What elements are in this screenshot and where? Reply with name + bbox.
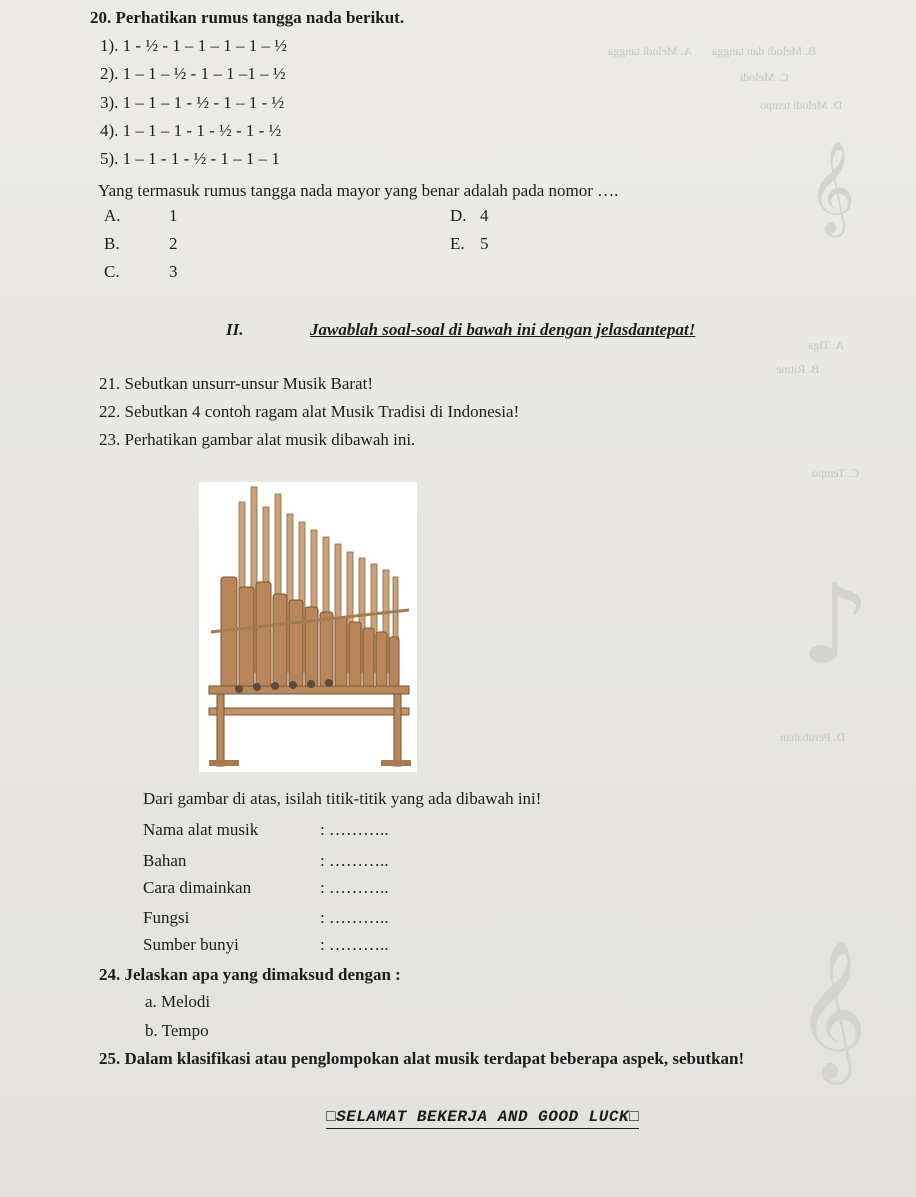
question-24-item-b: b. Tempo bbox=[145, 1021, 209, 1040]
bleed-through-text: D. Perubahan bbox=[780, 730, 846, 744]
treble-clef-icon: 𝄞 bbox=[808, 140, 856, 233]
field-label-bahan: Bahan bbox=[143, 851, 187, 870]
scale-formula-1: 1). 1 - ½ - 1 – 1 – 1 – 1 – ½ bbox=[100, 36, 287, 55]
question-23-instruction: Dari gambar di atas, isilah titik-titik yang ada dibawah ini! bbox=[143, 789, 542, 808]
bleed-through-text: A. Tiga bbox=[808, 338, 845, 352]
field-label-sumber: Sumber bunyi bbox=[143, 935, 239, 954]
bleed-through-text: D. Melodi tempo bbox=[760, 98, 843, 112]
section-title: Jawablah soal-soal di bawah ini dengan jelasdantepat! bbox=[310, 320, 696, 339]
question-24-item-a: a. Melodi bbox=[145, 992, 211, 1011]
field-label-cara: Cara dimainkan bbox=[143, 878, 252, 897]
closing-message bbox=[326, 1107, 639, 1129]
question-20-prompt: Yang termasuk rumus tangga nada mayor yang benar adalah pada nomor …. bbox=[98, 181, 619, 200]
question-24: 24. Jelaskan apa yang dimaksud dengan : bbox=[99, 965, 401, 984]
closing-mark-right: □ bbox=[629, 1108, 640, 1126]
question-25: 25. Dalam klasifikasi atau penglompokan alat musik terdapat beberapa aspek, sebutkan! bbox=[99, 1049, 745, 1068]
option-c-value: 3 bbox=[169, 262, 178, 281]
option-e-letter: E. bbox=[450, 234, 465, 253]
field-blank-nama-alat[interactable]: : ……….. bbox=[320, 820, 389, 839]
question-21: 21. Sebutkan unsurr-unsur Musik Barat! bbox=[99, 374, 373, 393]
option-e-value: 5 bbox=[480, 234, 489, 253]
question-23: 23. Perhatikan gambar alat musik dibawah ini. bbox=[99, 430, 416, 449]
question-22: 22. Sebutkan 4 contoh ragam alat Musik Tradisi di Indonesia! bbox=[99, 402, 520, 421]
angklung-image bbox=[199, 482, 417, 772]
field-blank-sumber[interactable]: : ……….. bbox=[320, 935, 389, 954]
field-label-fungsi: Fungsi bbox=[143, 908, 190, 927]
option-b-letter: B. bbox=[104, 234, 120, 253]
section-number: II. bbox=[226, 320, 244, 339]
option-a-value: 1 bbox=[169, 206, 178, 225]
closing-mark-left: □ bbox=[326, 1108, 337, 1126]
scale-formula-3: 3). 1 – 1 – 1 - ½ - 1 – 1 - ½ bbox=[100, 93, 285, 112]
field-blank-cara[interactable]: : ……….. bbox=[320, 878, 389, 897]
scale-formula-4: 4). 1 – 1 – 1 - 1 - ½ - 1 - ½ bbox=[100, 121, 282, 140]
closing-text: SELAMAT BEKERJA AND GOOD LUCK bbox=[336, 1108, 630, 1126]
option-c-letter: C. bbox=[104, 262, 120, 281]
bleed-through-text: C. Melodi bbox=[740, 70, 789, 84]
scale-formula-5: 5). 1 – 1 - 1 - ½ - 1 – 1 – 1 bbox=[100, 149, 280, 168]
question-20: 20. Perhatikan rumus tangga nada berikut. bbox=[90, 8, 405, 27]
bleed-through-text: A. Melodi tangga bbox=[608, 44, 693, 58]
option-b-value: 2 bbox=[169, 234, 178, 253]
bleed-through-text: B. Ritme bbox=[776, 362, 820, 376]
option-a-letter: A. bbox=[104, 206, 121, 225]
music-note-icon: ♪ bbox=[800, 560, 871, 688]
option-d-value: 4 bbox=[480, 206, 489, 225]
scale-formula-2: 2). 1 – 1 – ½ - 1 – 1 –1 – ½ bbox=[100, 64, 286, 83]
field-blank-bahan[interactable]: : ……….. bbox=[320, 851, 389, 870]
bleed-through-text: B. Melodi dan tangga bbox=[712, 44, 816, 58]
bleed-through-text: C. Tempo bbox=[812, 466, 859, 480]
field-label-nama-alat: Nama alat musik bbox=[143, 820, 259, 839]
treble-clef-icon: 𝄞 bbox=[796, 940, 867, 1079]
field-blank-fungsi[interactable]: : ……….. bbox=[320, 908, 389, 927]
option-d-letter: D. bbox=[450, 206, 467, 225]
